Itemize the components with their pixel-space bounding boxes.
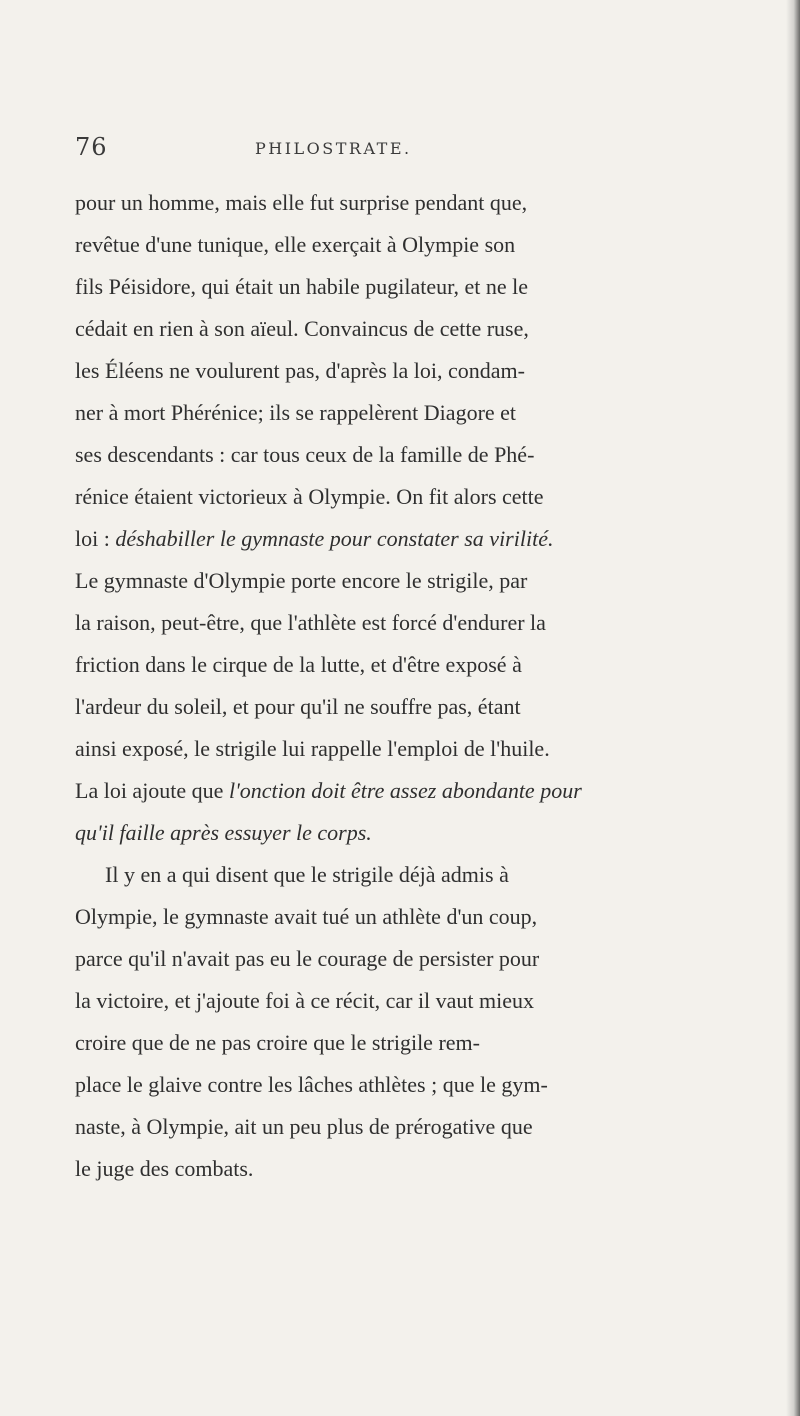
text-line-roman: La loi ajoute que <box>75 778 229 803</box>
text-line-italic: déshabiller le gymnaste pour constater sa virilité. <box>115 526 554 551</box>
text-line: fils Péisidore, qui était un habile pugilateur, et ne le <box>75 274 529 299</box>
running-head <box>75 133 715 165</box>
text-line: ner à mort Phérénice; ils se rappelèrent Diagore et <box>75 400 517 425</box>
text-line <box>75 812 720 854</box>
text-line: la victoire, et j'ajoute foi à ce récit, car il vaut mieux <box>75 988 535 1013</box>
text-line: cédait en rien à son aïeul. Convaincus de cette ruse, <box>75 316 529 341</box>
text-line <box>75 770 720 812</box>
text-line-italic: qu'il faille après essuyer le corps. <box>75 820 372 845</box>
text-line: naste, à Olympie, ait un peu plus de prérogative que <box>75 1114 533 1139</box>
body-text <box>75 182 720 1190</box>
text-line: revêtue d'une tunique, elle exerçait à Olympie son <box>75 232 516 257</box>
text-line: friction dans le cirque de la lutte, et d'être exposé à <box>75 652 522 677</box>
scan-edge-shadow <box>786 0 800 1416</box>
text-line <box>75 518 720 560</box>
text-line: l'ardeur du soleil, et pour qu'il ne souffre pas, étant <box>75 694 521 719</box>
text-line: pour un homme, mais elle fut surprise pendant que, <box>75 190 528 215</box>
text-line: le juge des combats. <box>75 1156 254 1181</box>
text-line: Le gymnaste d'Olympie porte encore le strigile, par <box>75 568 528 593</box>
text-line: croire que de ne pas croire que le strigile rem- <box>75 1030 480 1055</box>
text-line: parce qu'il n'avait pas eu le courage de persister pour <box>75 946 540 971</box>
text-line: ses descendants : car tous ceux de la famille de Phé- <box>75 442 535 467</box>
text-line-italic: l'onction doit être assez abondante pour <box>228 778 582 803</box>
text-line: rénice étaient victorieux à Olympie. On fit alors cette <box>75 484 544 509</box>
text-line: ainsi exposé, le strigile lui rappelle l'emploi de l'huile. <box>75 736 550 761</box>
text-line-roman: loi : <box>75 526 116 551</box>
running-title: PHILOSTRATE. <box>255 139 412 158</box>
text-line: les Éléens ne voulurent pas, d'après la loi, condam- <box>75 358 525 383</box>
text-line: place le glaive contre les lâches athlètes ; que le gym- <box>75 1072 548 1097</box>
text-line: Olympie, le gymnaste avait tué un athlète d'un coup, <box>75 904 538 929</box>
text-line-paragraph-start: Il y en a qui disent que le strigile déjà admis à <box>105 862 509 887</box>
text-line: la raison, peut-être, que l'athlète est forcé d'endurer la <box>75 610 546 635</box>
page-number: 76 <box>75 133 108 161</box>
